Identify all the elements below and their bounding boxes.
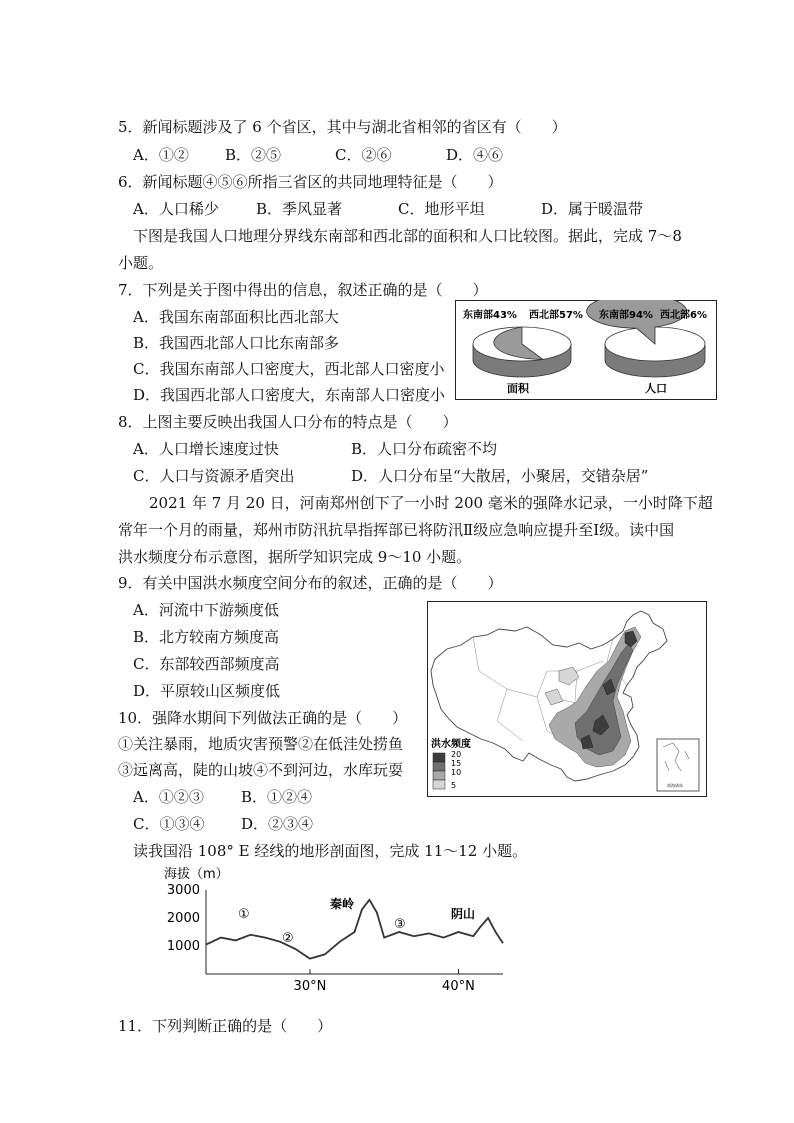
legend-label-5: 5 [451,781,457,790]
legend-swatch-20 [433,753,445,762]
legend-swatch-10 [433,771,445,780]
intro-11-12: 读我国沿 108° E 经线的地形剖面图，完成 11～12 小题。 [133,842,528,860]
profile-y-ticks [167,883,200,954]
q5-stem: 5．新闻标题涉及了 6 个省区，其中与湖北省相邻的省区有（ ） [118,118,567,136]
q7-option-d[interactable]: D．我国西北部人口密度大，东南部人口密度小 [133,386,446,404]
q10-stem: 10．强降水期间下列做法正确的是（ ） [118,709,408,727]
q10-option-c[interactable]: C．①③④ [133,815,205,833]
intro-7-8-line1: 下图是我国人口地理分界线东南部和西北部的面积和人口比较图。据此，完成 7～8 [133,227,682,245]
q6-option-b[interactable]: B．季风显著 [256,200,343,218]
q5-option-d[interactable]: D．④⑥ [446,146,504,164]
q9-option-c[interactable]: C．东部较西部频度高 [133,655,280,673]
legend-swatch-15 [433,762,445,771]
profile-x-tick-label: 30°N [293,979,327,994]
intro-9-10-line2: 常年一个月的雨量，郑州市防汛抗旱指挥部已将防汛Ⅱ级应急响应提升至Ⅰ级。读中国 [118,521,675,539]
q10-line3: ③远离高，陡的山坡④不到河边，水库玩耍 [118,761,404,779]
flood-frequency-map [427,601,707,797]
legend-swatch-5 [433,780,445,789]
q7-option-b[interactable]: B．我国西北部人口比东南部多 [133,334,340,352]
q7-option-a[interactable]: A．我国东南部面积比西北部大 [133,308,339,326]
profile-annotation-3: ③ [394,917,406,932]
q8-option-b[interactable]: B．人口分布疏密不均 [351,440,498,458]
q8-option-a[interactable]: A．人口增长速度过快 [133,440,279,458]
legend-label-10: 10 [451,768,462,777]
q5-option-a[interactable]: A．①② [133,146,189,164]
q10-option-a[interactable]: A．①②③ [133,788,204,806]
q7-stem: 7．下列是关于图中得出的信息，叙述正确的是（ ） [118,281,488,299]
area-se-label: 东南部43% [463,310,517,321]
q5-option-b[interactable]: B．②⑤ [225,146,282,164]
profile-y-tick-label: 2000 [166,911,200,926]
q11-stem: 11．下列判断正确的是（ ） [118,1017,333,1035]
profile-annotation-1: ① [238,907,250,922]
intro-9-10-line3: 洪水频度分布示意图，据所学知识完成 9～10 小题。 [118,548,472,566]
area-pie [473,327,571,377]
pie-comparison-figure [455,300,717,400]
q9-option-d[interactable]: D．平原较山区频度低 [133,682,281,700]
profile-y-tick-label: 1000 [166,939,200,954]
profile-x-ticks [294,969,475,994]
inset-note: 南海诸岛 [667,783,683,788]
q6-stem: 6．新闻标题④⑤⑥所指三省区的共同地理特征是（ ） [118,173,503,191]
q8-option-d[interactable]: D．人口分布呈“大散居，小聚居，交错杂居” [351,467,649,485]
q8-stem: 8．上图主要反映出我国人口分布的特点是（ ） [118,413,458,431]
legend-label-20: 20 [451,750,462,759]
q9-option-a[interactable]: A．河流中下游频度低 [133,601,279,619]
profile-y-tick-label: 3000 [166,883,200,898]
profile-annotation-2: ② [282,931,294,946]
q9-option-b[interactable]: B．北方较南方频度高 [133,628,280,646]
intro-9-10-line1: 2021 年 7 月 20 日，河南郑州创下了一小时 200 毫米的强降水记录，一小时降下超 [149,494,713,512]
q6-option-d[interactable]: D．属于暖温带 [541,200,644,218]
profile-x-tick-label: 40°N [442,979,475,994]
q6-option-a[interactable]: A．人口稀少 [133,200,219,218]
area-caption: 面积 [507,382,529,395]
population-se-label: 东南部94% [599,310,653,321]
legend-label-15: 15 [451,759,462,768]
q7-option-c[interactable]: C．我国东南部人口密度大，西北部人口密度小 [133,360,445,378]
q10-option-d[interactable]: D．②③④ [241,815,314,833]
intro-7-8-line2: 小题。 [118,254,164,272]
population-caption: 人口 [645,382,667,395]
profile-ylabel: 海拔（m） [164,867,229,882]
profile-annotation-yinshan: 阴山 [451,907,476,921]
south-china-sea-inset [657,739,699,791]
q5-option-c[interactable]: C．②⑥ [335,146,392,164]
q10-option-b[interactable]: B．①②④ [241,788,313,806]
q9-stem: 9．有关中国洪水频度空间分布的叙述，正确的是（ ） [118,574,503,592]
population-nw-label: 西北部6% [660,310,707,321]
q8-option-c[interactable]: C．人口与资源矛盾突出 [133,467,295,485]
profile-annotation-qinling: 秦岭 [330,897,355,911]
q6-option-c[interactable]: C．地形平坦 [398,200,485,218]
flood-legend-title: 洪水频度 [431,739,471,750]
q10-line2: ①关注暴雨，地质灾害预警②在低洼处捞鱼 [118,735,404,753]
area-nw-label: 西北部57% [529,310,583,321]
terrain-profile-chart [158,862,510,994]
